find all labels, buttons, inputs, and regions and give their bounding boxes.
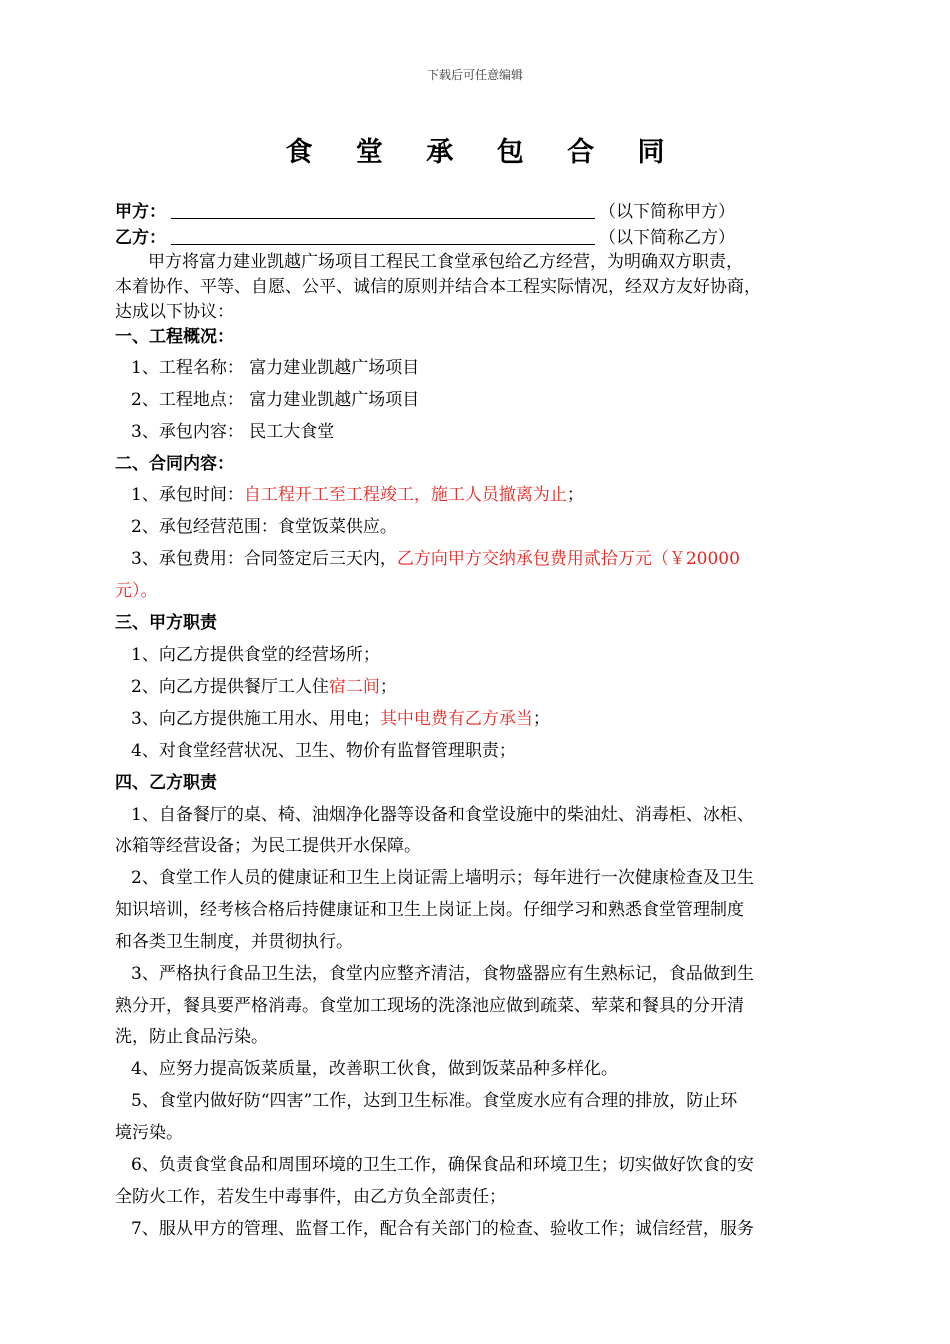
party-a-label: 甲方：	[115, 202, 166, 222]
party-a-line	[115, 200, 735, 223]
highlight-text: 宿二间	[328, 677, 380, 697]
list-item: 1、向乙方提供食堂的经营场所；	[131, 645, 380, 665]
section-heading: 二、合同内容：	[115, 454, 234, 474]
party-b-blank[interactable]	[171, 226, 595, 245]
paragraph-line: 3、严格执行食品卫生法，食堂内应整齐清洁，食物盛器应有生熟标记，食品做到生	[131, 964, 754, 984]
party-a-blank[interactable]	[171, 200, 595, 219]
paragraph-line: 5、食堂内做好防“四害”工作，达到卫生标准。食堂废水应有合理的排放，防止环	[131, 1091, 738, 1111]
paragraph-line: 4、应努力提高饭菜质量，改善职工伙食，做到饭菜品种多样化。	[131, 1059, 618, 1079]
list-item: 2、承包经营范围：食堂饭菜供应。	[131, 517, 397, 537]
highlight-text: 自工程开工至工程竣工，施工人员撤离为止	[243, 485, 567, 505]
paragraph-line: 冰箱等经营设备；为民工提供开水保障。	[115, 836, 421, 856]
paragraph-line: 熟分开，餐具要严格消毒。食堂加工现场的洗涤池应做到疏菜、荤菜和餐具的分开清	[115, 996, 744, 1016]
party-b-line	[115, 226, 735, 249]
section-heading: 一、工程概况：	[115, 327, 234, 347]
item-prefix: 1、承包时间：	[131, 485, 244, 505]
item-suffix: ；	[566, 485, 584, 505]
header-note: 下载后可任意编辑	[426, 68, 523, 82]
party-a-note: （以下简称甲方）	[599, 202, 735, 222]
highlight-text: 元）。	[115, 581, 158, 601]
item-prefix: 3、向乙方提供施工用水、用电；	[131, 709, 380, 729]
intro-line: 甲方将富力建业凯越广场项目工程民工食堂承包给乙方经营，为明确双方职责，	[148, 252, 743, 272]
paragraph-line: 1、自备餐厅的桌、椅、油烟净化器等设备和食堂设施中的柴油灶、消毒柜、冰柜、	[131, 805, 754, 825]
list-item: 3、承包内容： 民工大食堂	[131, 422, 335, 442]
paragraph-line: 和各类卫生制度，并贯彻执行。	[115, 932, 353, 952]
list-item: 1、工程名称： 富力建业凯越广场项目	[131, 358, 420, 378]
list-item	[131, 676, 397, 698]
party-b-note: （以下简称乙方）	[599, 228, 735, 248]
section-heading: 四、乙方职责	[115, 773, 217, 793]
section-heading: 三、甲方职责	[115, 613, 217, 633]
list-item	[131, 548, 740, 570]
paragraph-line: 境污染。	[115, 1123, 183, 1143]
highlight-text: 乙方向甲方交纳承包费用贰拾万元（￥20000	[396, 549, 740, 569]
paragraph-line: 2、食堂工作人员的健康证和卫生上岗证需上墙明示；每年进行一次健康检查及卫生	[131, 868, 754, 888]
highlight-text: 其中电费有乙方承当	[379, 709, 533, 729]
paragraph-line: 知识培训，经考核合格后持健康证和卫生上岗证上岗。仔细学习和熟悉食堂管理制度	[115, 900, 744, 920]
paragraph-line: 6、负责食堂食品和周围环境的卫生工作，确保食品和环境卫生；切实做好饮食的安	[131, 1155, 754, 1175]
item-prefix: 2、向乙方提供餐厅工人住	[131, 677, 329, 697]
item-prefix: 3、承包费用：合同签定后三天内，	[131, 549, 397, 569]
paragraph-line: 洗，防止食品污染。	[115, 1027, 268, 1047]
item-suffix: ；	[532, 709, 550, 729]
intro-line: 本着协作、平等、自愿、公平、诚信的原则并结合本工程实际情况，经双方友好协商，	[115, 277, 761, 297]
intro-line: 达成以下协议：	[115, 302, 234, 322]
list-item: 4、对食堂经营状况、卫生、物价有监督管理职责；	[131, 741, 516, 761]
paragraph-line: 7、服从甲方的管理、监督工作，配合有关部门的检查、验收工作；诚信经营，服务	[131, 1219, 754, 1239]
list-item: 2、工程地点： 富力建业凯越广场项目	[131, 390, 420, 410]
list-item	[131, 484, 584, 506]
document-title: 食 堂 承 包 合 同	[285, 137, 682, 168]
list-item	[131, 708, 550, 730]
item-suffix: ；	[379, 677, 397, 697]
paragraph-line: 全防火工作，若发生中毒事件，由乙方负全部责任；	[115, 1187, 506, 1207]
party-b-label: 乙方：	[115, 228, 166, 248]
